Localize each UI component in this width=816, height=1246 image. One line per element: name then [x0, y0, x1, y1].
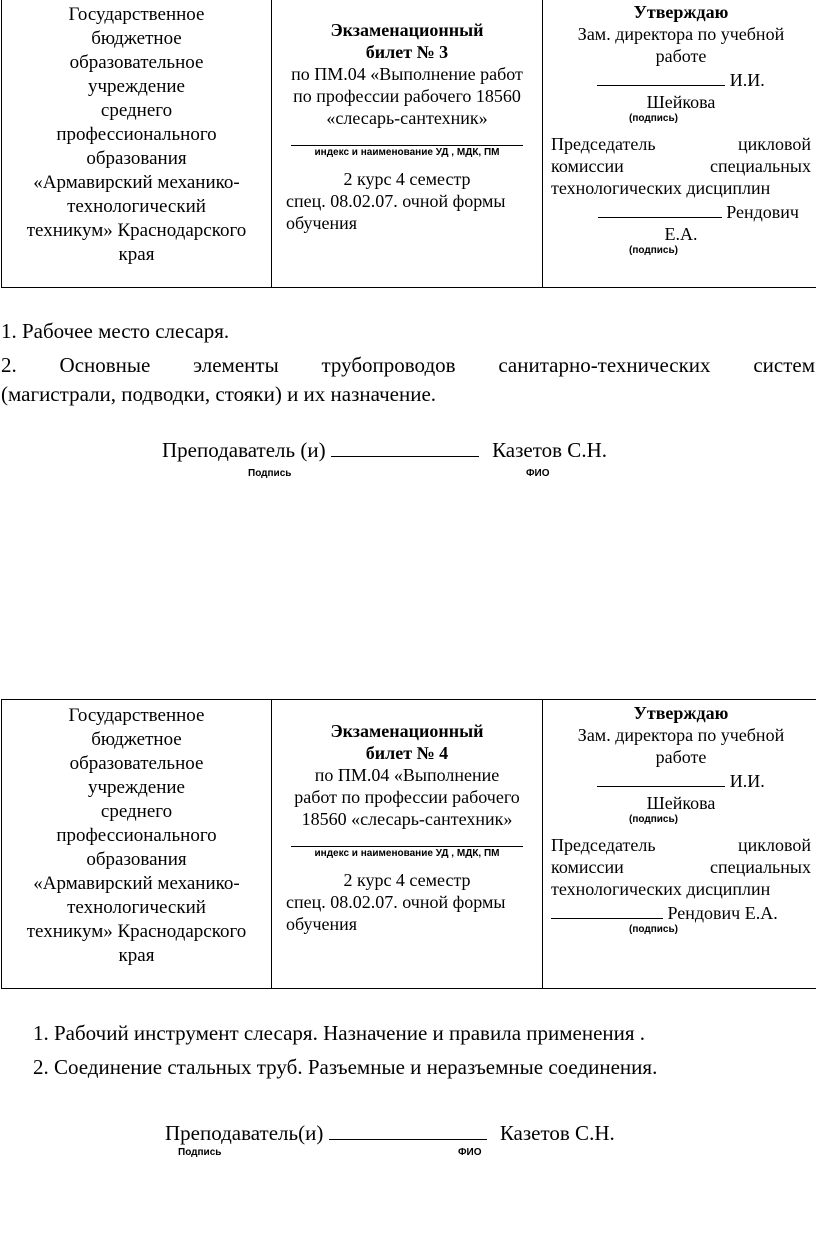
chair-signature-line	[551, 904, 663, 919]
institution-line: бюджетное	[91, 729, 182, 750]
module-line: по профессии рабочего 18560	[293, 86, 521, 106]
teacher-signature-line	[331, 438, 479, 457]
module-line: по ПМ.04 «Выполнение работ	[291, 64, 523, 84]
institution-line: образования	[86, 849, 187, 870]
deputy-signature-line	[597, 772, 725, 787]
deputy-signature-line	[597, 71, 725, 86]
institution-line: «Армавирский механико-	[33, 873, 240, 894]
chair-initials: Е.А.	[664, 224, 698, 244]
institution-line: среднего	[100, 100, 173, 121]
institution-line: Государственное	[68, 4, 205, 25]
signature-caption: Подпись	[248, 468, 292, 479]
ticket-title-cell	[272, 0, 543, 288]
index-caption: индекс и наименование УД , МДК, ПМ	[314, 147, 500, 158]
spec-line: спец. 08.02.07. очной формы	[286, 892, 506, 912]
institution-line: технологический	[67, 196, 206, 217]
deputy-sign-caption: (подпись)	[629, 113, 678, 124]
deputy-initials: И.И.	[729, 771, 765, 791]
chair-line: Председатель цикловой	[551, 134, 811, 154]
teacher-label: Преподаватель (и)	[162, 438, 326, 462]
deputy-line: работе	[655, 747, 707, 767]
ticket-number: билет № 3	[365, 42, 449, 62]
institution-line: образования	[86, 148, 187, 169]
teacher-name: Казетов С.Н.	[499, 1121, 615, 1145]
institution-line: Государственное	[68, 705, 205, 726]
deputy-line: работе	[655, 46, 707, 66]
approve-heading: Утверждаю	[633, 2, 729, 22]
ticket-title-cell	[272, 700, 543, 989]
institution-line: «Армавирский механико-	[33, 172, 240, 193]
index-caption: индекс и наименование УД , МДК, ПМ	[314, 848, 500, 859]
institution-line: профессионального	[56, 124, 217, 145]
institution-cell	[2, 0, 272, 288]
institution-line: бюджетное	[91, 28, 182, 49]
chair-surname: Рендович	[726, 202, 799, 222]
ticket-title: Экзаменационный	[330, 721, 484, 741]
institution-line: образовательное	[69, 753, 204, 774]
approval-cell	[543, 0, 816, 288]
module-line: 18560 «слесарь-сантехник»	[301, 809, 513, 829]
course-line: 2 курс 4 семестр	[343, 169, 471, 189]
chair-name: Рендович Е.А.	[667, 903, 778, 923]
teacher-line	[162, 437, 607, 463]
question-1: 1. Рабочее место слесаря.	[1, 319, 230, 343]
deputy-line: Зам. директора по учебной	[577, 725, 785, 745]
ticket-3-header-table	[1, 0, 816, 288]
approval-cell	[543, 700, 816, 989]
institution-line: техникум» Краснодарского	[26, 220, 247, 241]
deputy-sign-caption: (подпись)	[629, 814, 678, 825]
institution-line: учреждение	[88, 777, 185, 798]
institution-cell	[2, 700, 272, 989]
institution-line: края	[118, 945, 155, 966]
module-line: по ПМ.04 «Выполнение	[314, 765, 500, 785]
chair-line: комиссии специальных	[551, 857, 811, 877]
institution-line: технологический	[67, 897, 206, 918]
chair-line: комиссии специальных	[551, 156, 811, 176]
signature-caption: Подпись	[178, 1147, 222, 1158]
question-2: 2. Основные элементы трубопроводов санитарно-технических систем	[1, 353, 815, 377]
chair-sign-caption: (подпись)	[629, 245, 678, 256]
chair-line: технологических дисциплин	[551, 879, 771, 899]
deputy-initials: И.И.	[729, 70, 765, 90]
institution-line: образовательное	[69, 52, 204, 73]
institution-line: профессионального	[56, 825, 217, 846]
module-line: «слесарь-сантехник»	[326, 108, 488, 128]
chair-line: Председатель цикловой	[551, 835, 811, 855]
deputy-surname: Шейкова	[646, 793, 716, 813]
teacher-name: Казетов С.Н.	[492, 438, 607, 462]
teacher-label: Преподаватель(и)	[165, 1121, 324, 1145]
chair-line: технологических дисциплин	[551, 178, 771, 198]
question-2: 2. Соединение стальных труб. Разъемные и неразъемные соединения.	[33, 1055, 658, 1079]
approve-heading: Утверждаю	[633, 703, 729, 723]
institution-line: учреждение	[88, 76, 185, 97]
ticket-4-header-table	[1, 699, 816, 989]
chair-signature-line	[598, 203, 722, 218]
deputy-line: Зам. директора по учебной	[577, 24, 785, 44]
teacher-line	[165, 1120, 615, 1146]
institution-line: края	[118, 244, 155, 265]
ticket-title: Экзаменационный	[330, 20, 484, 40]
ticket-number: билет № 4	[365, 743, 449, 763]
deputy-surname: Шейкова	[646, 92, 716, 112]
module-line: работ по профессии рабочего	[294, 787, 520, 807]
teacher-signature-line	[329, 1121, 487, 1140]
course-line: 2 курс 4 семестр	[343, 870, 471, 890]
spec-line: обучения	[286, 213, 358, 233]
spec-line: обучения	[286, 914, 358, 934]
question-2-cont: (магистрали, подводки, стояки) и их назначение.	[1, 382, 437, 406]
fio-caption: ФИО	[458, 1147, 482, 1158]
chair-sign-caption: (подпись)	[629, 924, 678, 935]
spec-line: спец. 08.02.07. очной формы	[286, 191, 506, 211]
question-1: 1. Рабочий инструмент слесаря. Назначение и правила применения .	[33, 1021, 646, 1045]
institution-line: техникум» Краснодарского	[26, 921, 247, 942]
fio-caption: ФИО	[526, 468, 550, 479]
institution-line: среднего	[100, 801, 173, 822]
